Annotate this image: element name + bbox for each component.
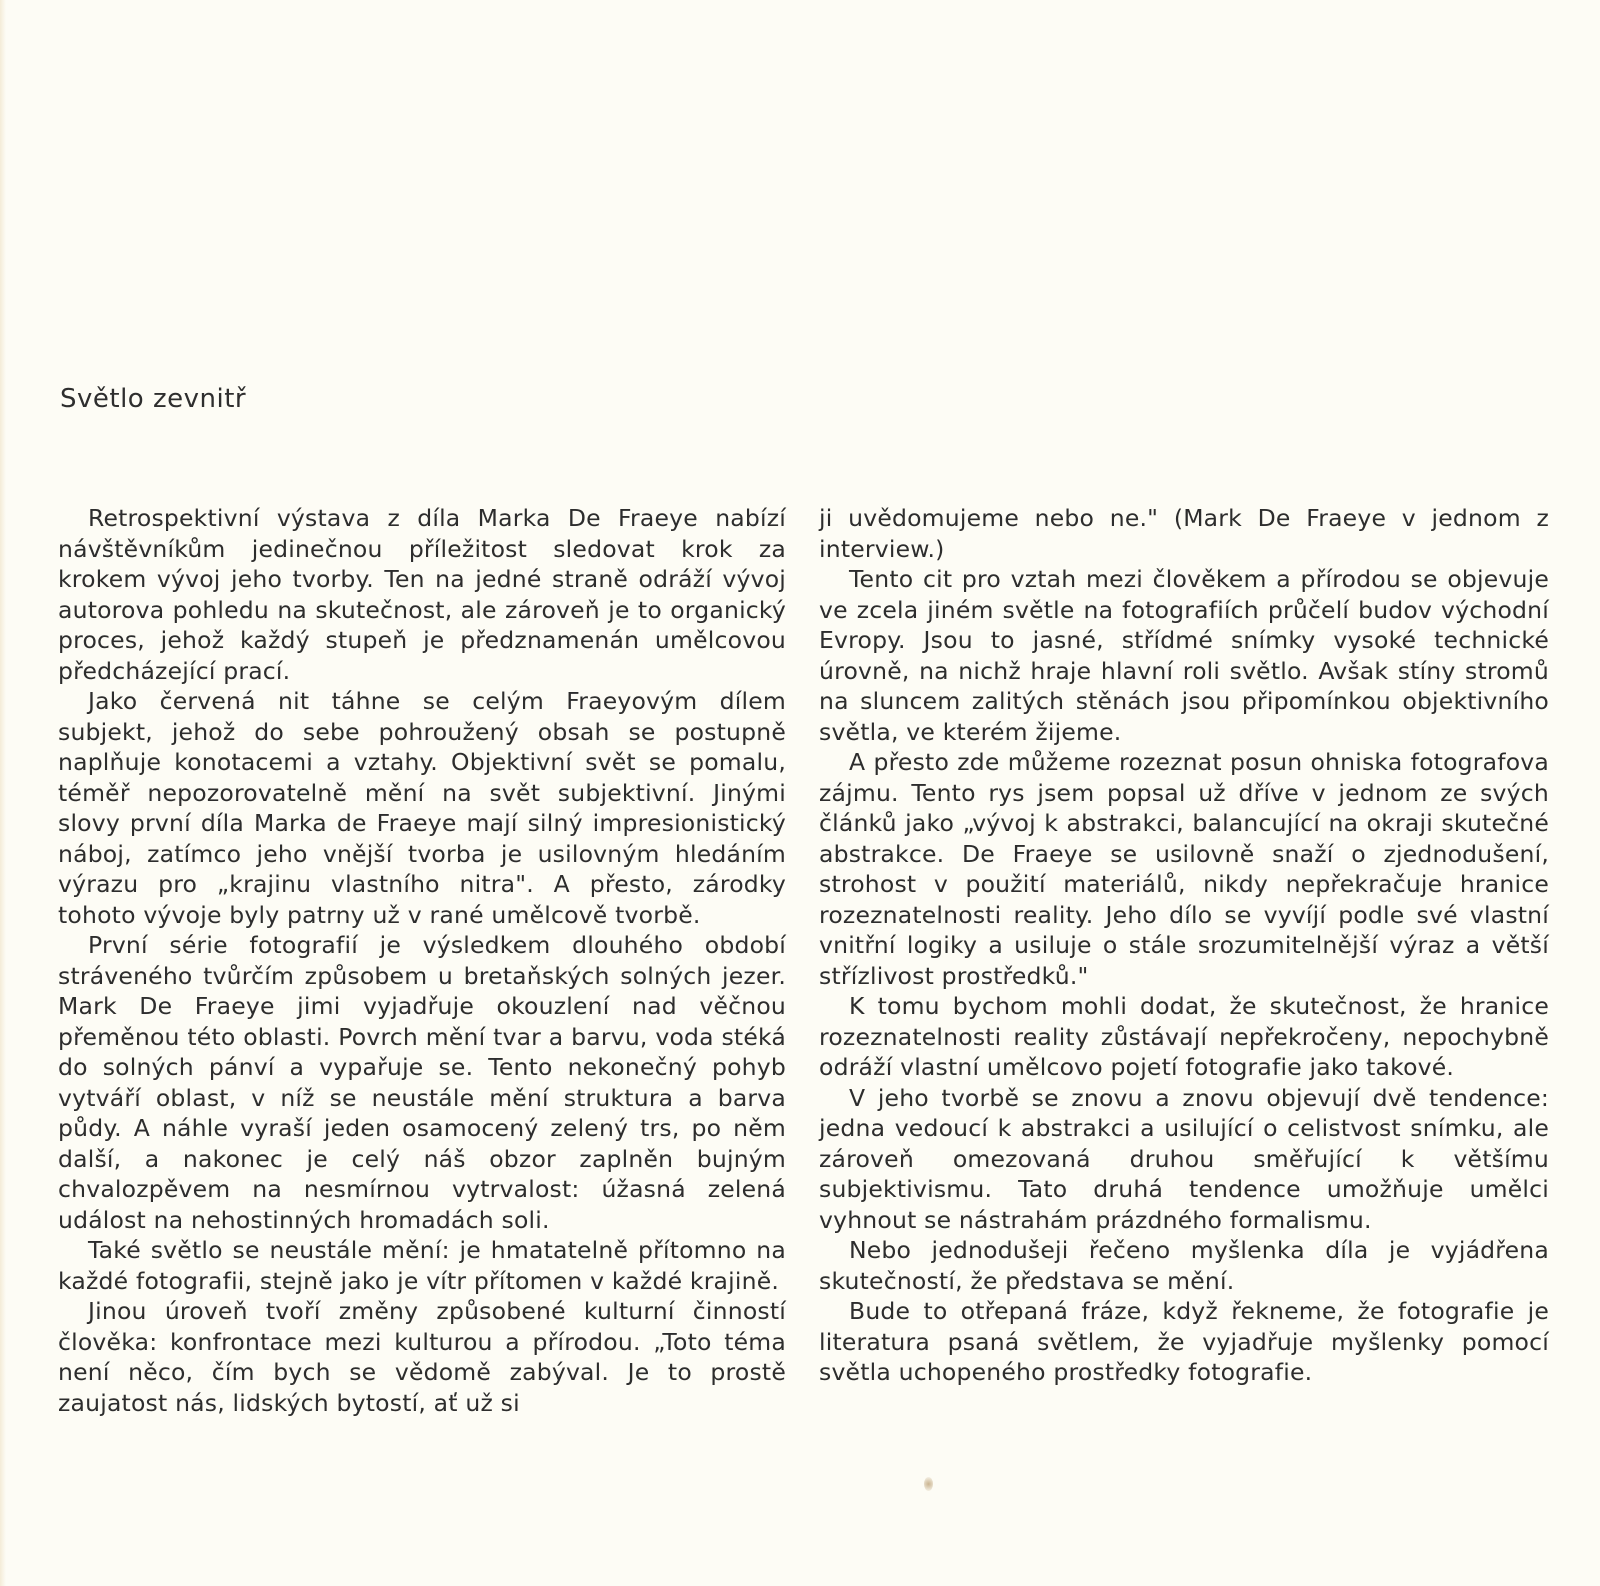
left-column bbox=[58, 503, 786, 1418]
paragraph: Jako červená nit táhne se celým Fraeyovým dílem subjekt, jehož do sebe pohroužený obsah se postupně naplňuje konotacemi a vztahy. Objektivní svět se pomalu, téměř nepozorovatelně mění na svět subjektivní. Jinými slovy první díla Marka de Fraeye mají silný impresionistický náboj, zatímco jeho vnější tvorba je usilovným hledáním výrazu pro „krajinu vlastního nitra". A přesto, zárodky tohoto vývoje byly patrny už v rané umělcově tvorbě. bbox=[58, 687, 786, 929]
page-edge bbox=[0, 0, 6, 1586]
paper-stain bbox=[924, 1477, 933, 1491]
paragraph: V jeho tvorbě se znovu a znovu objevují dvě tendence: jedna vedoucí k abstrakci a usilující o celistvost snímku, ale zároveň omezovaná druhou směřující k většímu subjektivismu. Tato druhá tendence umožňuje umělci vyhnout se nástrahám prázdného formalismu. bbox=[819, 1083, 1549, 1234]
paragraph: Tento cit pro vztah mezi člověkem a přírodou se objevuje ve zcela jiném světle na fotografiích průčelí budov východní Evropy. Jsou to jasné, střídmé snímky vysoké technické úrovně, na nichž hraje hlavní roli světlo. Avšak stíny stromů na sluncem zalitých stěnách jsou připomínkou objektivního světla, ve kterém žijeme. bbox=[819, 565, 1549, 746]
right-column bbox=[819, 503, 1549, 1388]
paragraph: Nebo jednodušeji řečeno myšlenka díla je vyjádřena skutečností, že představa se mění. bbox=[819, 1236, 1549, 1295]
paragraph: Retrospektivní výstava z díla Marka De Fraeye nabízí návštěvníkům jedinečnou příležitost sledovat krok za krokem vývoj jeho tvorby. Ten na jedné straně odráží vývoj autorova pohledu na skutečnost, ale zároveň je to organický proces, jehož každý stupeň je předznamenán umělcovou předcházející prací. bbox=[58, 504, 786, 685]
paragraph: Také světlo se neustále mění: je hmatatelně přítomno na každé fotografii, stejně jako je vítr přítomen v každé krajině. bbox=[58, 1236, 786, 1295]
paragraph: Bude to otřepaná fráze, když řekneme, že fotografie je literatura psaná světlem, že vyjadřuje myšlenky pomocí světla uchopeného prostředky fotografie. bbox=[819, 1297, 1549, 1386]
article-title: Světlo zevnitř bbox=[60, 384, 247, 414]
paragraph: Jinou úroveň tvoří změny způsobené kulturní činností člověka: konfrontace mezi kulturou a přírodou. „Toto téma není něco, čím bych se vědomě zabýval. Je to prostě zaujatost nás, lidských bytostí, ať už si bbox=[58, 1297, 786, 1417]
paragraph: A přesto zde můžeme rozeznat posun ohniska fotografova zájmu. Tento rys jsem popsal už dříve v jednom ze svých článků jako „vývoj k abstrakci, balancující na okraji skutečné abstrakce. De Fraeye se usilovně snaží o zjednodušení, strohost v použití materiálů, nikdy nepřekračuje hranice rozeznatelnosti reality. Jeho dílo se vyvíjí podle své vlastní vnitřní logiky a usiluje o stále srozumitelnější výraz a větší střízlivost prostředků." bbox=[819, 748, 1549, 990]
paragraph-continuation: ji uvědomujeme nebo ne." (Mark De Fraeye v jednom z interview.) bbox=[819, 504, 1549, 563]
paragraph: První série fotografií je výsledkem dlouhého období stráveného tvůrčím způsobem u bretaňských solných jezer. Mark De Fraeye jimi vyjadřuje okouzlení nad věčnou přeměnou této oblasti. Povrch mění tvar a barvu, voda stéká do solných pánví a vypařuje se. Tento nekonečný pohyb vytváří oblast, v níž se neustále mění struktura a barva půdy. A náhle vyraší jeden osamocený zelený trs, po něm další, a nakonec je celý náš obzor zaplněn bujným chvalozpěvem na nesmírnou vytrvalost: úžasná zelená událost na nehostinných hromadách soli. bbox=[58, 931, 786, 1234]
paragraph: K tomu bychom mohli dodat, že skutečnost, že hranice rozeznatelnosti reality zůstávají nepřekročeny, nepochybně odráží vlastní umělcovo pojetí fotografie jako takové. bbox=[819, 992, 1549, 1081]
